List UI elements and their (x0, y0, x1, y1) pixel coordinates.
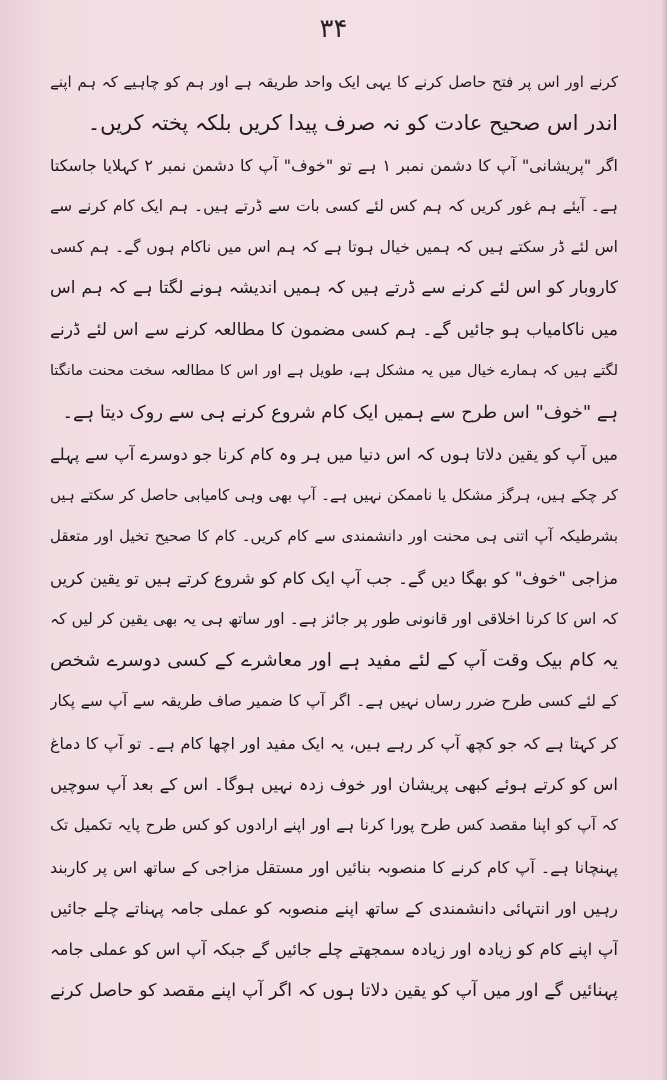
text-line: اگر "پریشانی" آپ کا دشمن نمبر ۱ ہے تو "خوف" آپ کا دشمن نمبر ۲ کہلایا جاسکتا (50, 155, 618, 175)
text-line: پہنچانا ہے۔ آپ کام کرنے کا منصوبہ بنائیں اور مستقل مزاجی کے ساتھ اس پر کاربند (50, 857, 618, 877)
text-line: پہنائیں گے اور میں آپ کو یقین دلاتا ہوں کہ اگر آپ اپنے مقصد کو حاصل کرنے (50, 980, 618, 1001)
text-line: اس لئے ڈر سکتے ہیں کہ ہمیں خیال ہوتا ہے کہ ہم اس میں ناکام ہوں گے۔ ہم کسی (50, 238, 618, 257)
text-line: مزاجی "خوف" کو بھگا دیں گے۔ جب آپ ایک کام کو شروع کرتے ہیں تو یقین کریں (50, 568, 618, 588)
text-line: کر کہتا ہے کہ جو کچھ آپ کر رہے ہیں، یہ ایک مفید اور اچھا کام ہے۔ تو آپ کا دماغ (50, 733, 618, 753)
text-line: کے لئے کسی طرح ضرر رساں نہیں ہے۔ اگر آپ کا ضمیر صاف طریقہ سے آپ سے پکار (50, 692, 618, 711)
text-line: یہ کام بیک وقت آپ کے لئے مفید ہے اور معاشرے کے کسی دوسرے شخص (50, 650, 618, 672)
text-line: ہے۔ آیئے ہم غور کریں کہ ہم کس لئے کسی بات سے ڈرتے ہیں۔ ہم ایک کام کرنے سے (50, 196, 618, 215)
text-line: اس کو کرتے ہوئے کبھی پریشان اور خوف زدہ نہیں ہوگا۔ اس کے بعد آپ سوچیں (50, 775, 618, 795)
text-line: کہ اس کا کرنا اخلاقی اور قانونی طور پر جائز ہے۔ اور ساتھ ہی یہ بھی یقین کر لیں کہ (50, 609, 618, 628)
text-line: کاروبار کو اس لئے کرنے سے ڈرتے ہیں کہ ہمیں اندیشہ ہونے لگتا ہے کہ ہم اس (50, 278, 618, 299)
text-line: آپ اپنے کام کو زیادہ اور زیادہ سمجھتے چلے جائیں گے جبکہ آپ اس کو عملی جامہ (50, 940, 618, 960)
text-line: بشرطیکہ آپ اتنی ہی محنت اور دانشمندی سے کام کریں۔ کام کا صحیح تخیل اور متعقل (50, 527, 618, 546)
text-line: ہے "خوف" اس طرح سے ہمیں ایک کام شروع کرنے ہی سے روک دیتا ہے۔ (62, 402, 618, 424)
page-number: ۳۴ (319, 14, 348, 44)
text-line: کرنے اور اس پر فتح حاصل کرنے کا یہی ایک واحد طریقہ ہے اور ہم کو چاہیے کہ ہم اپنے (50, 73, 618, 91)
text-line: کہ آپ کو اپنا مقصد کس طرح پورا کرنا ہے اور اپنے ارادوں کو کس طرح پایہ تکمیل تک (50, 816, 618, 835)
page-body-text (50, 62, 618, 1012)
text-line: اندر اس صحیح عادت کو نہ صرف پیدا کریں بلکہ پختہ کریں۔ (87, 111, 618, 136)
text-line: لگتے ہیں کہ ہمارے خیال میں یہ مشکل ہے، طویل ہے اور اس کا مطالعہ سخت محنت مانگتا (50, 363, 618, 380)
text-line: میں ناکامیاب ہو جائیں گے۔ ہم کسی مضمون کا مطالعہ کرنے سے اس لئے ڈرنے (50, 319, 618, 340)
text-line: کر چکے ہیں، ہرگز مشکل یا ناممکن نہیں ہے۔ آپ بھی وہی کامیابی حاصل کر سکتے ہیں (50, 485, 618, 504)
text-line: میں آپ کو یقین دلاتا ہوں کہ اس دنیا میں ہر وہ کام کرنا جو دوسرے آپ سے پہلے (50, 444, 618, 464)
text-line: رہیں اور انتہائی دانشمندی کے ساتھ اپنے منصوبہ کو عملی جامہ پہناتے چلے جائیں (50, 898, 618, 918)
